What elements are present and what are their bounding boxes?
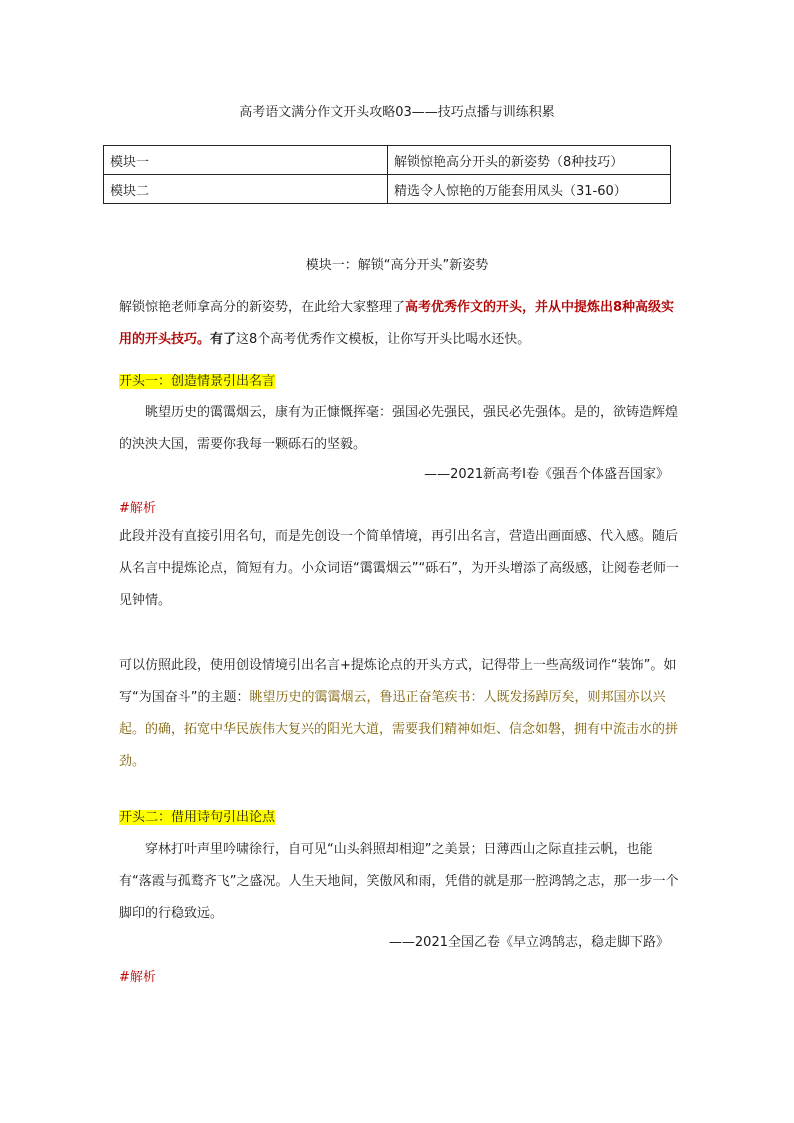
intro-end: 这8个高考优秀作文模板，让你写开头比喝水还快。 bbox=[236, 332, 531, 347]
imitate-example: 眺望历史的霭霭烟云，鲁迅正奋笔疾书：人既发扬踔厉矣，则邦国亦以兴起。的确，拓宽中华民族伟大复兴的阳光大道，需要我们精神如炬、信念如磐，拥有中流击水的拼劲。 bbox=[119, 690, 679, 769]
technique1-imitate bbox=[119, 650, 679, 778]
table-row bbox=[104, 175, 671, 204]
technique1-text: 眺望历史的霭霭烟云，康有为正慷慨挥毫：强国必先强民，强民必先强体。是的，欲铸造辉煌的泱泱大国，需要你我每一颗砾石的坚毅。 bbox=[119, 405, 679, 452]
table-row bbox=[104, 146, 671, 175]
technique2-heading-line bbox=[119, 802, 679, 834]
module-name: 模块一 bbox=[104, 146, 388, 175]
module-table bbox=[103, 145, 671, 204]
section-title: 模块一：解锁“高分开头”新姿势 bbox=[305, 258, 489, 273]
technique1-heading: 开头一：创造情景引出名言 bbox=[119, 374, 276, 389]
module-desc: 精选令人惊艳的万能套用凤头（31-60） bbox=[388, 175, 671, 204]
imitate-lead: 可以仿照此段，使用创设情境引出名言+提炼论点的开头方式，记得带上一些高级词作“装饰”。如写“为国奋斗”的主题： bbox=[119, 658, 677, 705]
technique2-text: 穿林打叶声里吟啸徐行，自可见“山头斜照却相迎”之美景；日薄西山之际直挂云帆，也能有“落霞与孤鹜齐飞”之盛况。人生天地间，笑傲风和雨，凭借的就是那一腔鸿鹄之志，那一步一个脚印的行稳致远。 bbox=[119, 842, 679, 921]
technique2-analysis-label: #解析 bbox=[119, 970, 156, 985]
module-name: 模块二 bbox=[104, 175, 388, 204]
technique2-source: ——2021全国乙卷《早立鸿鹄志，稳走脚下路》 bbox=[388, 935, 669, 950]
document-title: 高考语文满分作文开头攻略03——技巧点播与训练积累 bbox=[239, 105, 555, 120]
module-desc: 解锁惊艳高分开头的新姿势（8种技巧） bbox=[388, 146, 671, 175]
technique1-analysis: 此段并没有直接引用名句，而是先创设一个简单情境，再引出名言，营造出画面感、代入感。随后从名言中提炼论点，简短有力。小众词语“霭霭烟云”“砾石”，为开头增添了高级感，让阅卷老师一见钟情。 bbox=[119, 529, 679, 608]
intro-text: 解锁惊艳老师拿高分的新姿势，在此给大家整理了 bbox=[119, 300, 406, 315]
intro-highlight: 高考优秀作文的开头，并从中提炼出8种高级实用的开头技巧。 bbox=[119, 300, 675, 347]
technique2-heading: 开头二：借用诗句引出论点 bbox=[119, 810, 276, 825]
technique1-source: ——2021新高考Ⅰ卷《强吾个体盛吾国家》 bbox=[424, 467, 669, 482]
technique1-analysis-label: #解析 bbox=[119, 501, 156, 516]
intro-paragraph bbox=[119, 292, 679, 356]
intro-bold: 有了 bbox=[210, 332, 237, 347]
technique1-heading-line bbox=[119, 366, 679, 398]
